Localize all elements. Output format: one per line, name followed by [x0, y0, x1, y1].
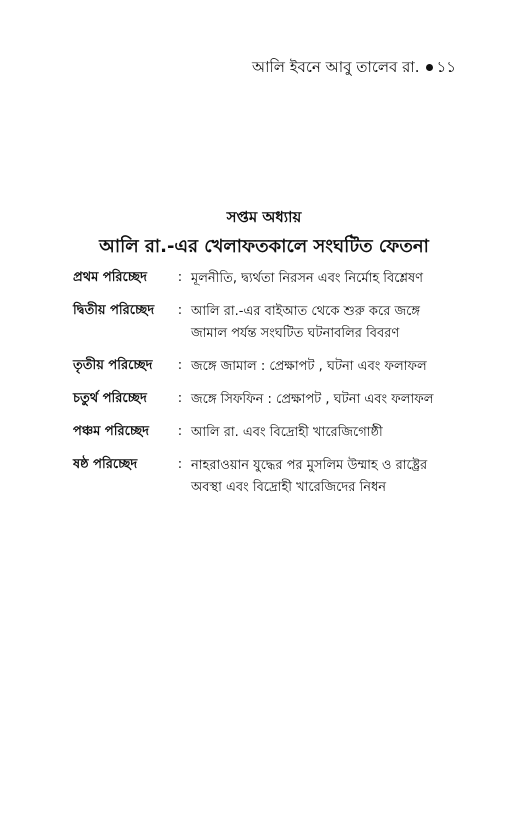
section-description	[191, 455, 473, 499]
section-description	[191, 356, 473, 378]
section-description	[191, 268, 473, 290]
description-line: মূলনীতি, দ্ব্যর্থতা নিরসন এবং নির্মোহ বিশ্লেষণ	[191, 271, 423, 286]
description-line: অবস্থা এবং বিদ্রোহী খারেজিদের নিধন	[191, 480, 387, 495]
separator-colon: :	[177, 457, 183, 472]
section-description	[191, 301, 473, 345]
section-description	[191, 389, 473, 411]
separator-colon: :	[177, 424, 183, 439]
description-line: আলি রা. এবং বিদ্রোহী খারেজিগোষ্ঠী	[191, 425, 383, 440]
chapter-title: আলি রা.-এর খেলাফতকালে সংঘটিত ফেতনা	[99, 236, 429, 257]
section-label: প্রথম পরিচ্ছেদ	[73, 270, 147, 285]
separator-colon: :	[177, 270, 183, 285]
section-label: চতুর্থ পরিচ্ছেদ	[73, 391, 147, 406]
separator-colon: :	[177, 391, 183, 406]
toc-row	[73, 455, 473, 499]
section-description	[191, 422, 473, 444]
description-line: জামাল পর্যন্ত সংঘটিত ঘটনাবলির বিবরণ	[191, 326, 400, 341]
separator-colon: :	[177, 358, 183, 373]
running-header	[252, 56, 456, 81]
toc-row	[73, 422, 473, 444]
separator-colon: :	[177, 303, 183, 318]
description-line: নাহরাওয়ান যুদ্ধের পর মুসলিম উম্মাহ ও রাষ্ট্রের	[191, 458, 428, 473]
toc-row	[73, 268, 473, 290]
toc-row	[73, 389, 473, 411]
description-line: জঙ্গে জামাল : প্রেক্ষাপট , ঘটনা এবং ফলাফল	[191, 359, 427, 374]
section-label: দ্বিতীয় পরিচ্ছেদ	[73, 303, 155, 318]
section-label: ষষ্ঠ পরিচ্ছেদ	[73, 457, 138, 472]
chapter-label: সপ্তম অধ্যায়	[226, 208, 302, 226]
section-label: পঞ্চম পরিচ্ছেদ	[73, 424, 149, 439]
toc-row	[73, 356, 473, 378]
section-label: তৃতীয় পরিচ্ছেদ	[73, 358, 153, 373]
description-line: আলি রা.-এর বাইআত থেকে শুরু করে জঙ্গে	[191, 304, 420, 319]
table-of-contents	[73, 268, 473, 510]
description-line: জঙ্গে সিফফিন : প্রেক্ষাপট , ঘটনা এবং ফলাফল	[191, 392, 434, 407]
toc-row	[73, 301, 473, 345]
running-title: আলি ইবনে আবু তালেব রা.	[251, 58, 420, 76]
bullet-icon	[426, 64, 433, 71]
page-number: ১১	[436, 58, 456, 76]
